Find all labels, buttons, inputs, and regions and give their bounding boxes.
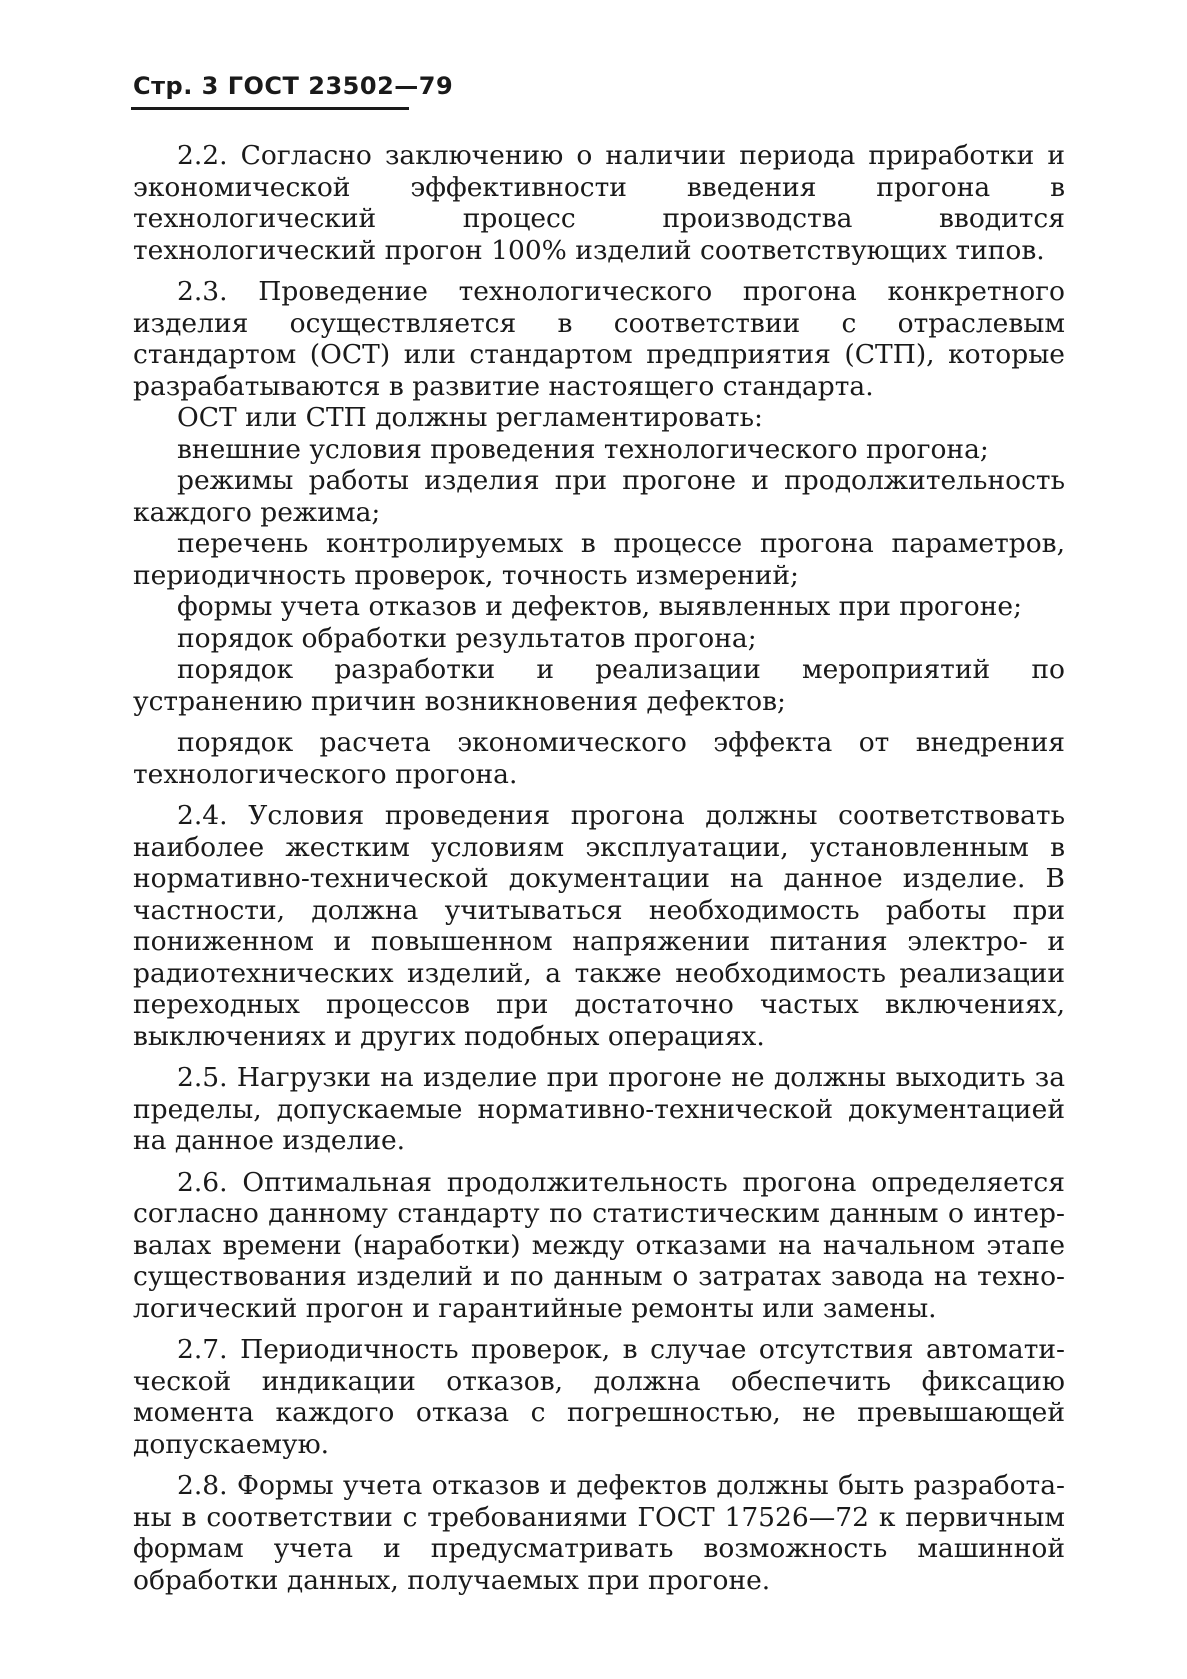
page-number: Стр. 3 — [133, 72, 219, 100]
paragraph-2-8: 2.8. Формы учета отказов и дефектов должны быть разработаны в соответствии с требованиями ГОСТ 17526—72 к первичным формам учета и предусматривать возможность машинной обработки данных, получаемых при прогоне. — [133, 1470, 1065, 1596]
standard-number: ГОСТ 23502—79 — [227, 72, 454, 100]
list-item-failure-forms: формы учета отказов и дефектов, выявленных при прогоне; — [177, 591, 1022, 622]
list-item-results-processing: порядок обработки результатов прогона; — [177, 622, 757, 654]
document-body — [133, 140, 1065, 1596]
paragraph-2-5: 2.5. Нагрузки на изделие при прогоне не должны выходить за пределы, допускаемые нормативно-технической документацией на данное изделие. — [133, 1062, 1065, 1156]
paragraph-2-4: 2.4. Условия проведения прогона должны соответствовать наиболее жестким условиям эксплуатации, установленным в нормативно-технической документации на данное изделие. В частности, должна учитываться необходимость работы при пониженном и повышенном напряжении питания электро- и радиотехнических изделий, а также необходимость реализации переходных процессов при достаточно частых включениях, выключениях и других подобных операциях. — [133, 800, 1065, 1052]
paragraph-ost-stp-intro: ОСТ или СТП должны регламентировать: — [177, 402, 763, 433]
paragraph-2-7: 2.7. Периодичность проверок, в случае отсутствия автоматической индикации отказов, должна обеспечить фиксацию момента каждого отказа с погрешностью, не превышающей допускаемую. — [133, 1334, 1065, 1460]
paragraph-2-3: 2.3. Проведение технологического прогона конкретного изделия осуществляется в соответствии с отраслевым стандартом (ОСТ) или стандартом предприятия (СТП), которые разрабатываются в развитие настоящего стандарта. — [133, 276, 1065, 402]
list-item-external-conditions: внешние условия проведения технологического прогона; — [177, 433, 989, 465]
page-header — [133, 72, 453, 100]
list-item-economic-effect: порядок расчета экономического эффекта от внедрения технологического прогона. — [133, 727, 1065, 790]
header-rule — [131, 107, 409, 110]
list-item-corrective-measures: порядок разработки и реализации мероприятий по устранению причин возникновения дефектов; — [133, 654, 1065, 717]
paragraph-2-6: 2.6. Оптимальная продолжительность прогона определяется согласно данному стандарту по статистическим данным о интервалах времени (наработки) между отказами на начальном этапе существования изделий и по данным о затратах завода на технологический прогон и гарантийные ремонты или замены. — [133, 1166, 1065, 1324]
list-item-controlled-parameters: перечень контролируемых в процессе прогона параметров, периодичность проверок, точность измерений; — [133, 528, 1065, 591]
paragraph-2-2: 2.2. Согласно заключению о наличии периода приработки и экономической эффективности введения прогона в технологический процесс производства вводится технологический прогон 100% изделий соответствующих типов. — [133, 140, 1065, 266]
list-item-operating-modes: режимы работы изделия при прогоне и продолжительность каждого режима; — [133, 465, 1065, 528]
